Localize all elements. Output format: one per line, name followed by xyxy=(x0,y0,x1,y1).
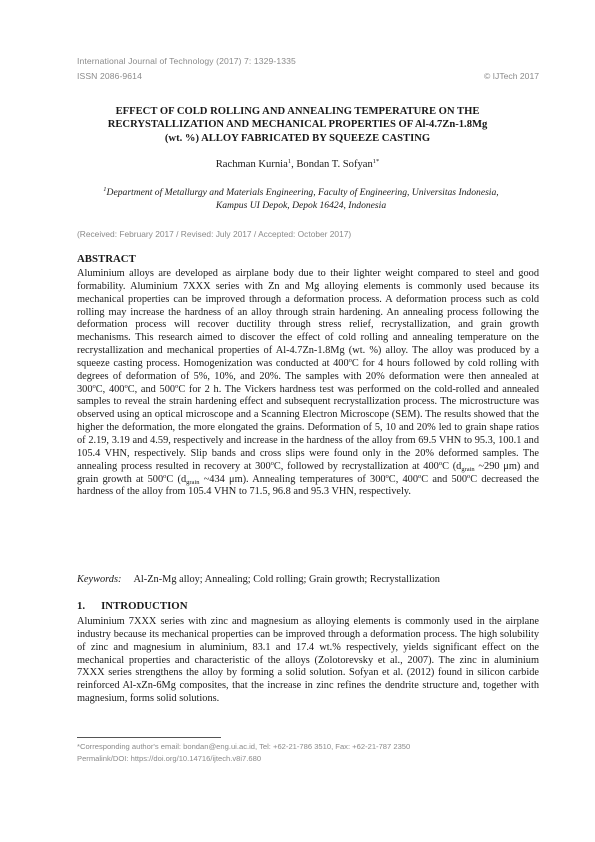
section-title: INTRODUCTION xyxy=(101,600,188,612)
title-line-3: (wt. %) ALLOY FABRICATED BY SQUEEZE CASTING xyxy=(164,132,431,144)
author-1: Rachman Kurnia xyxy=(215,159,288,170)
title-line-1: EFFECT OF COLD ROLLING AND ANNEALING TEMPERATURE ON THE xyxy=(115,106,480,117)
abstract-heading: ABSTRACT xyxy=(77,253,136,265)
keywords xyxy=(77,574,440,585)
corresponding-author-footnote: *Corresponding author's email: bondan@eng.ui.ac.id, Tel: +62-21-786 3510, Fax: +62-21-787 2350 xyxy=(77,742,411,751)
received-dates: (Received: February 2017 / Revised: July 2017 / Accepted: October 2017) xyxy=(77,229,352,239)
section-number: 1. xyxy=(77,600,86,612)
affiliation-line-2: Kampus UI Depok, Depok 16424, Indonesia xyxy=(215,200,387,211)
affiliation-number: 1 xyxy=(103,186,107,193)
keywords-label: Keywords: xyxy=(77,574,122,585)
abstract-text: Aluminium alloys are developed as airplane body due to their lighter weight compared to steel and good formability. Aluminium 7XXX series with Zn and Mg alloying elements is commonly used because its mechanical properties can be improved through a deformation process. A deformation process such as cold rolling may increase the hardness of an alloy through strain hardening. An annealing process following the deformation process will recover ductility through stress relief, recrystallization, and grain growth mechanisms. This research aimed to discover the effect of cold rolling and annealing temperature on the recrystallization and mechanical properties of Al-4.7Zn-1.8Mg (wt. %) alloy. The alloy was produced by a squeeze casting process. Homogenization was conducted at 400$^o$C for 4 hours followed by cold rolling with degrees of deformation of 5%, 10%, and 20%. The samples with 20% deformation were then annealed at 300$^o$C, 400$^o$C, and 500$^o$C for 2 h. The Vickers hardness test was performed on the cold-rolled and annealed samples to reveal the strain hardening effect and subsequent recrystallization process. The microstructure was observed using an optical microscope and a Scanning Electron Microscope (SEM). The results showed that the higher the deformation, the more elongated the grains. Deformation of 5, 10 and 20% led to grain shape ratios of 2.19, 3.19 and 4.59, respectively and increase in the hardness of the alloy from 69.5 VHN to 95.3, 100.1 and 105.4 VHN, respectively. Slip bands and cross slips were found only in the 20% deformed samples. The annealing process resulted in recovery at 300$^o$C, followed by recrystallization at 400$^o$C ($d_{grain}$ ~290 μm) and grain growth at 500$^o$C ($d_{grain}$ ~434 μm). Annealing temperatures of 300$^o$C, 400$^o$C and 500$^o$C decreased the hardness of the alloy from 105.4 VHN to 71.5, 96.8 and 95.3 VHN, respectively. xyxy=(77,268,539,498)
introduction-heading xyxy=(77,600,188,612)
author-separator: , xyxy=(291,159,297,170)
doi-footnote: Permalink/DOI: https://doi.org/10.14716/ijtech.v8i7.680 xyxy=(77,754,262,763)
footnote-divider xyxy=(77,737,221,738)
affiliation xyxy=(92,186,510,212)
author-2: Bondan T. Sofyan xyxy=(296,159,373,170)
affiliation-line-1: Department of Metallurgy and Materials Engineering, Faculty of Engineering, Universitas Indonesia, xyxy=(106,187,499,198)
authors xyxy=(0,159,595,170)
issn: ISSN 2086-9614 xyxy=(77,71,142,81)
introduction-text: Aluminium 7XXX series with zinc and magnesium as alloying elements is commonly used in the airplane industry because its mechanical properties can be improved through a deformation process. The high solubility of zinc and magnesium in aluminium, 83.1 and 17.4 wt.% respectively, yields significant effect on the mechanical properties and characteristic of the alloys (Zolotorevsky et al., 2007). The zinc in aluminium 7XXX series strengthens the alloy by forming a solid solution. Sofyan et al. (2012) found in silicon carbide reinforced Al-xZn-6Mg composites, that the increase in zinc refines the dendrite structure and, together with magnesium, forms solid solutions. xyxy=(77,616,539,705)
author-1-affil: 1 xyxy=(287,158,292,165)
paper-title xyxy=(90,105,505,145)
author-2-affil: 1* xyxy=(372,158,380,165)
copyright: © IJTech 2017 xyxy=(483,71,539,81)
title-line-2: RECRYSTALLIZATION AND MECHANICAL PROPERTIES OF Al-4.7Zn-1.8Mg xyxy=(107,119,488,131)
keywords-list: Al-Zn-Mg alloy; Annealing; Cold rolling; Grain growth; Recrystallization xyxy=(133,574,440,585)
journal-citation: International Journal of Technology (2017) 7: 1329-1335 xyxy=(77,56,296,66)
